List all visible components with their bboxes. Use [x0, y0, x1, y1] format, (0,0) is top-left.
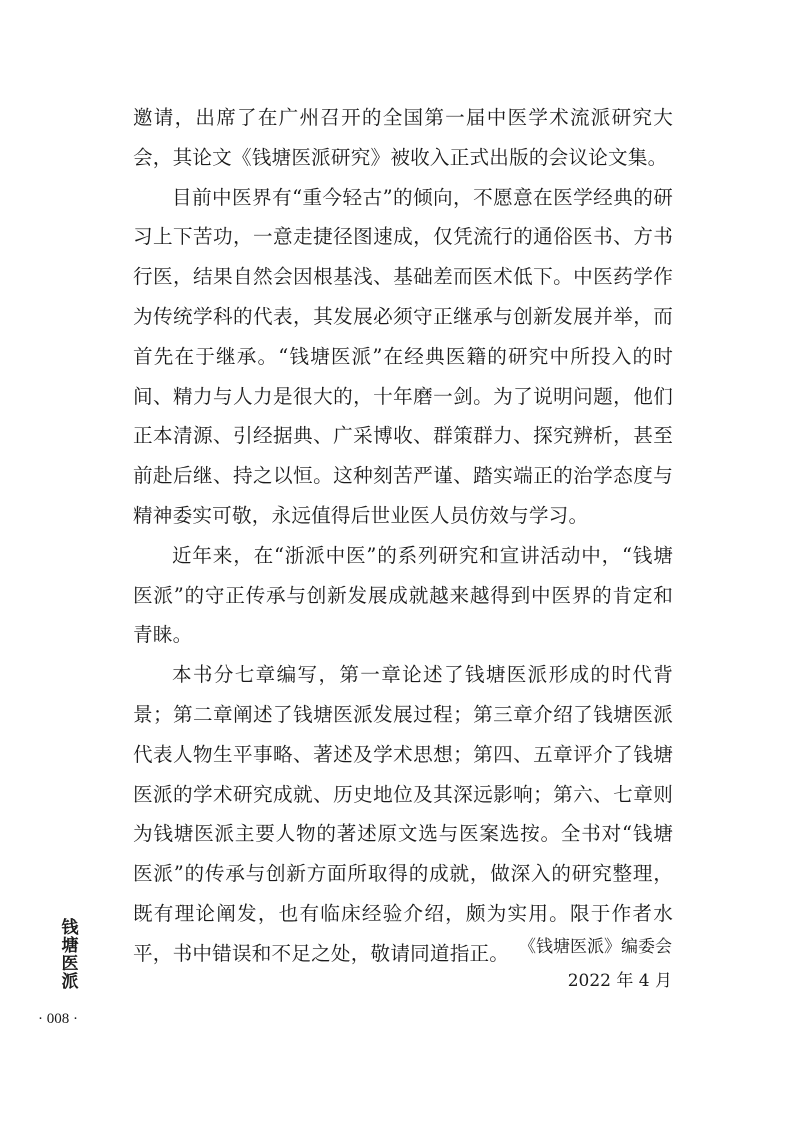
running-title: [58, 919, 82, 991]
signature-author: 《钱塘医派》编委会: [519, 937, 672, 957]
paragraph: 近年来，在“浙派中医”的系列研究和宣讲活动中，“钱塘医派”的守正传承与创新发展成就越来越得到中医界的肯定和青睐。: [133, 543, 673, 647]
running-title-char: 医: [61, 954, 79, 974]
running-title-char: 派: [61, 972, 79, 992]
running-title-char: 塘: [61, 936, 79, 956]
signature-block: [519, 930, 672, 998]
paragraph: 本书分七章编写，第一章论述了钱塘医派形成的时代背景；第二章阐述了钱塘医派发展过程；第三章介绍了钱塘医派代表人物生平事略、著述及学术思想；第四、五章评介了钱塘医派的学术研究成就、历史地位及其深远影响；第六、七章则为钱塘医派主要人物的著述原文选与医案选按。全书对“钱塘医派”的传承与创新方面所取得的成就，做深入的研究整理，既有理论阐发，也有临床经验介绍，颇为实用。限于作者水平，书中错误和不足之处，敬请同道指正。: [133, 663, 673, 965]
signature-date: 2022 年 4 月: [567, 971, 672, 991]
page-number: · 008 ·: [38, 1011, 78, 1027]
paragraph: 目前中医界有“重今轻古”的倾向，不愿意在医学经典的研习上下苦功，一意走捷径图速成，仅凭流行的通俗医书、方书行医，结果自然会因根基浅、基础差而医术低下。中医药学作为传统学科的代表，其发展必须守正继承与创新发展并举，而首先在于继承。“钱塘医派”在经典医籍的研究中所投入的时间、精力与人力是很大的，十年磨一剑。为了说明问题，他们正本清源、引经据典、广采博收、群策群力、探究辨析，甚至前赴后继、持之以恒。这种刻苦严谨、踏实端正的治学态度与精神委实可敬，永远值得后世业医人员仿效与学习。: [133, 185, 673, 527]
paragraph-continued: 邀请，出席了在广州召开的全国第一届中医学术流派研究大会，其论文《钱塘医派研究》被收入正式出版的会议论文集。: [133, 106, 673, 169]
body-text: [133, 98, 673, 974]
running-title-char: 钱: [61, 918, 79, 938]
